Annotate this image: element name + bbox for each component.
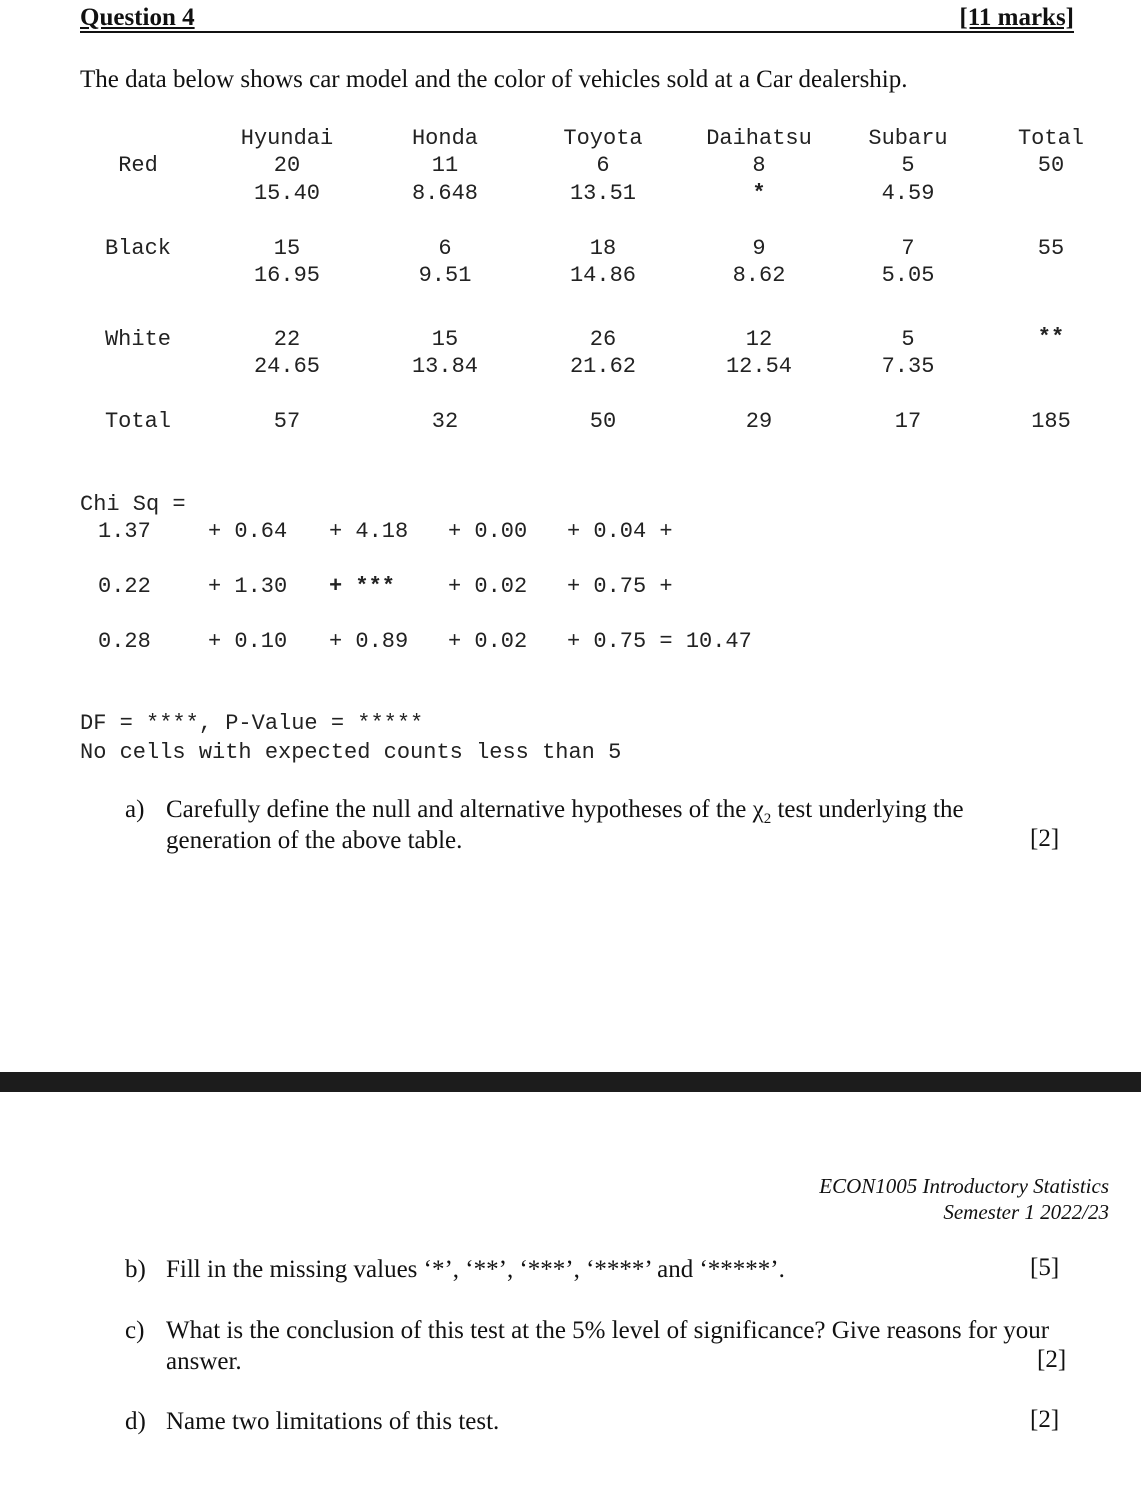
question-a-label: a) <box>125 796 145 823</box>
column-total-cell: 57 <box>273 409 301 434</box>
column-total-cell: 17 <box>894 409 922 434</box>
question-d-marks: [2] <box>1030 1406 1060 1433</box>
expected-cell: 7.35 <box>881 354 935 379</box>
intro-text: The data below shows car model and the color of vehicles sold at a Car dealership. <box>80 66 908 93</box>
chi-subscript: 2 <box>763 811 772 827</box>
column-header: Total <box>1017 126 1084 151</box>
expected-cell: 4.59 <box>881 181 935 206</box>
row-label: Total <box>104 409 171 434</box>
chi-square-label: Chi Sq = <box>80 492 186 517</box>
question-b-label: b) <box>125 1256 146 1283</box>
column-total-cell: 50 <box>589 409 617 434</box>
question-a-text-part: test underlying the <box>771 796 964 823</box>
observed-cell: 12 <box>745 327 773 352</box>
question-c-marks: [2] <box>1037 1346 1067 1373</box>
observed-cell: 15 <box>431 327 459 352</box>
chi-term: 1.37 <box>98 519 151 544</box>
chi-term: + 0.02 <box>448 574 528 599</box>
header-rule <box>80 31 1074 33</box>
question-title: Question 4 <box>80 4 195 31</box>
row-total-cell: 55 <box>1037 236 1065 261</box>
grand-total-cell: 185 <box>1031 409 1071 434</box>
expected-cell: 8.648 <box>411 181 478 206</box>
df-pvalue-line: DF = ****, P-Value = ***** <box>80 711 424 736</box>
expected-cell: 13.84 <box>411 354 478 379</box>
chi-term: 0.22 <box>98 574 151 599</box>
column-header: Subaru <box>868 126 948 151</box>
question-c-text-line2: answer. <box>166 1348 242 1375</box>
expected-cell: 15.40 <box>253 181 320 206</box>
row-total-cell: 50 <box>1037 153 1065 178</box>
chi-term: + 0.04 + <box>567 519 673 544</box>
question-c-text: What is the conclusion of this test at the 5% level of significance? Give reasons for your <box>166 1317 1050 1344</box>
chi-symbol: χ <box>752 796 764 823</box>
column-total-cell: 32 <box>431 409 459 434</box>
expected-cell: 5.05 <box>881 263 935 288</box>
observed-cell: 7 <box>901 236 915 261</box>
chi-term: + 1.30 <box>208 574 288 599</box>
observed-cell: 26 <box>589 327 617 352</box>
observed-cell: 9 <box>752 236 766 261</box>
course-footer <box>819 1173 1109 1225</box>
expected-cell: 13.51 <box>569 181 636 206</box>
course-name: ECON1005 Introductory Statistics <box>819 1174 1109 1198</box>
observed-cell: 18 <box>589 236 617 261</box>
column-header: Daihatsu <box>706 126 812 151</box>
observed-cell: 6 <box>438 236 452 261</box>
chi-term: + 0.10 <box>208 629 288 654</box>
question-d-text: Name two limitations of this test. <box>166 1408 500 1435</box>
question-a-marks: [2] <box>1030 825 1060 852</box>
expected-cell: 21.62 <box>569 354 636 379</box>
observed-cell: 20 <box>273 153 301 178</box>
column-total-cell: 29 <box>745 409 773 434</box>
column-header: Toyota <box>563 126 643 151</box>
row-label: Red <box>118 153 158 178</box>
question-c-label: c) <box>125 1317 145 1344</box>
expected-cell: 24.65 <box>253 354 320 379</box>
semester-label: Semester 1 2022/23 <box>943 1200 1109 1224</box>
question-a-text-line2: generation of the above table. <box>166 827 463 854</box>
row-label: Black <box>104 236 171 261</box>
observed-cell: 11 <box>431 153 459 178</box>
expected-cell: 9.51 <box>418 263 472 288</box>
chi-term: + 0.00 <box>448 519 528 544</box>
expected-cell: 16.95 <box>253 263 320 288</box>
question-marks: [11 marks] <box>959 4 1074 31</box>
chi-term: + 0.89 <box>329 629 409 654</box>
chi-term-missing: + *** <box>329 574 396 599</box>
question-a-text-part: Carefully define the null and alternative hypotheses of the <box>166 796 753 823</box>
chi-term: + 4.18 <box>329 519 409 544</box>
row-label: White <box>104 327 171 352</box>
observed-cell: 15 <box>273 236 301 261</box>
chi-term: + 0.75 + <box>567 574 673 599</box>
observed-cell: 8 <box>752 153 766 178</box>
chi-term: + 0.64 <box>208 519 288 544</box>
chi-term-total: + 0.75 = 10.47 <box>567 629 752 654</box>
observed-cell: 5 <box>901 153 915 178</box>
observed-cell: 5 <box>901 327 915 352</box>
observed-cell: 22 <box>273 327 301 352</box>
expected-cell-missing: * <box>752 181 766 206</box>
expected-count-note: No cells with expected counts less than 5 <box>80 740 622 765</box>
column-header: Hyundai <box>240 126 334 151</box>
chi-term: 0.28 <box>98 629 151 654</box>
expected-cell: 12.54 <box>725 354 792 379</box>
column-header: Honda <box>411 126 478 151</box>
row-total-cell-missing: ** <box>1037 325 1065 350</box>
chi-term: + 0.02 <box>448 629 528 654</box>
expected-cell: 14.86 <box>569 263 636 288</box>
question-d-label: d) <box>125 1408 146 1435</box>
observed-cell: 6 <box>596 153 610 178</box>
page-break-bar <box>0 1072 1141 1092</box>
question-b-text: Fill in the missing values ‘*’, ‘**’, ‘***’, ‘****’ and ‘*****’. <box>166 1256 785 1283</box>
expected-cell: 8.62 <box>732 263 786 288</box>
question-b-marks: [5] <box>1030 1254 1060 1281</box>
